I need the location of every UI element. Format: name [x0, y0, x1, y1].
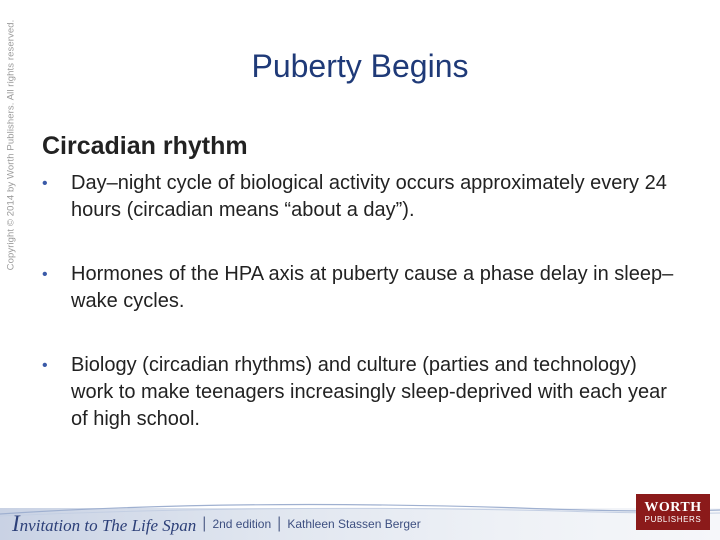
- book-edition: 2nd edition: [212, 517, 272, 531]
- bullet-text: Day–night cycle of biological activity occurs approximately every 24 hours (circadian means “about a day”).: [71, 172, 667, 221]
- book-title-initial: I: [12, 511, 20, 536]
- footer-divider: |: [202, 515, 207, 532]
- logo-line-2: PUBLISHERS: [644, 514, 702, 524]
- bullet-text: Biology (circadian rhythms) and culture (parties and technology) work to make teenagers increasingly sleep-deprived with each year of high school.: [71, 354, 667, 430]
- book-title-rest: nvitation to The Life Span: [19, 516, 197, 535]
- bullet-item: [42, 352, 682, 433]
- copyright-notice: Copyright © 2014 by Worth Publishers. All rights reserved.: [5, 19, 17, 271]
- bullet-list: [42, 170, 682, 470]
- footer-book-info: [12, 511, 421, 537]
- bullet-text: Hormones of the HPA axis at puberty cause a phase delay in sleep–wake cycles.: [71, 263, 674, 312]
- slide-title: Puberty Begins: [251, 48, 469, 84]
- bullet-item: [42, 170, 682, 224]
- bullet-icon: •: [42, 175, 48, 192]
- book-author: Kathleen Stassen Berger: [287, 517, 421, 531]
- bullet-icon: •: [42, 357, 48, 374]
- logo-line-1: WORTH: [644, 499, 702, 515]
- book-title: [12, 511, 196, 537]
- bullet-icon: •: [42, 266, 48, 283]
- footer-divider: |: [277, 515, 282, 532]
- slide-subtitle: Circadian rhythm: [42, 132, 248, 160]
- worth-publishers-logo: [636, 494, 710, 530]
- bullet-item: [42, 261, 682, 315]
